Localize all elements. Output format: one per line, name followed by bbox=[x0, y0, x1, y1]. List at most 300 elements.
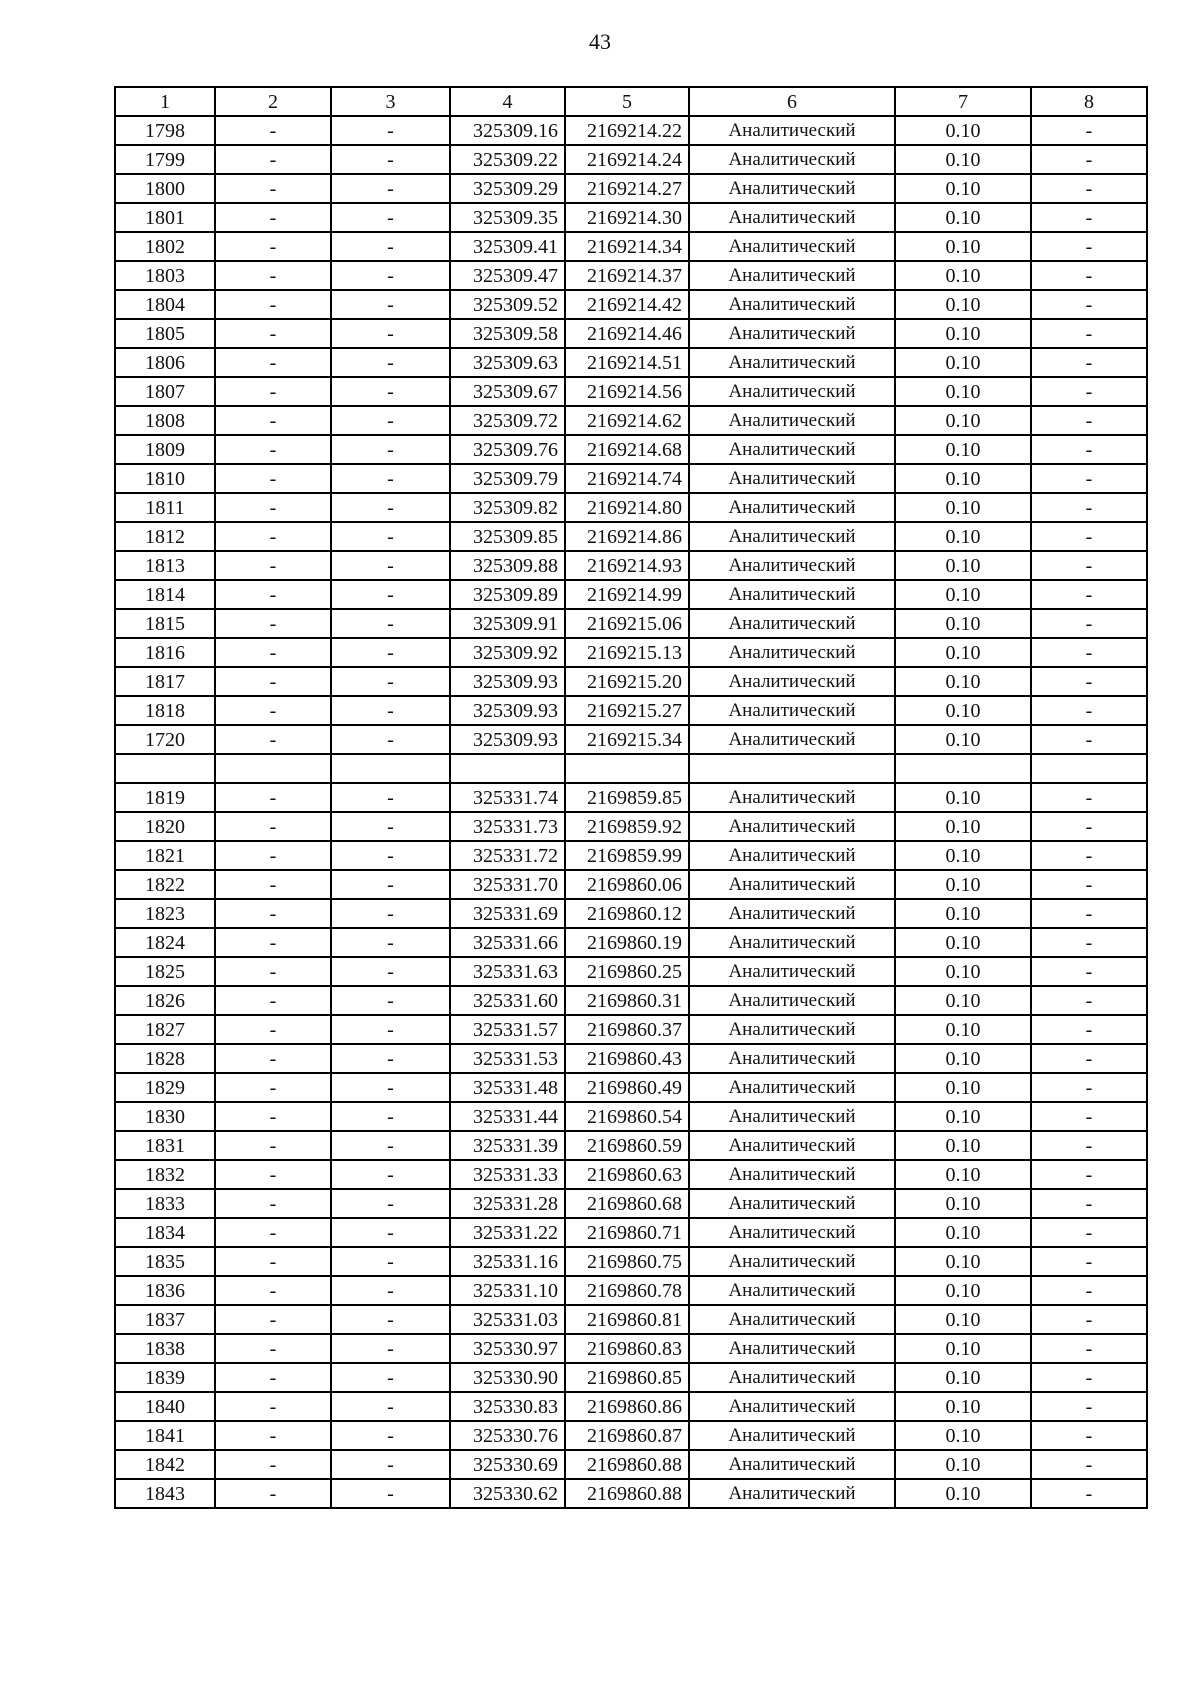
cell-col-3: - bbox=[331, 1044, 450, 1073]
cell-col-3: - bbox=[331, 1131, 450, 1160]
cell-col-3: - bbox=[331, 841, 450, 870]
column-header-4: 4 bbox=[450, 87, 565, 116]
cell-col-8: - bbox=[1031, 1421, 1147, 1450]
cell-accuracy: 0.10 bbox=[895, 551, 1031, 580]
cell-y-coordinate: 2169214.86 bbox=[565, 522, 689, 551]
cell-point-number: 1811 bbox=[115, 493, 215, 522]
cell-col-2: - bbox=[215, 406, 331, 435]
table-row bbox=[115, 1363, 1147, 1392]
cell-point-number: 1810 bbox=[115, 464, 215, 493]
cell-col-3: - bbox=[331, 116, 450, 145]
cell-col-3: - bbox=[331, 203, 450, 232]
cell-y-coordinate: 2169860.78 bbox=[565, 1276, 689, 1305]
cell-col-2: - bbox=[215, 319, 331, 348]
table-row bbox=[115, 261, 1147, 290]
cell-y-coordinate: 2169214.99 bbox=[565, 580, 689, 609]
cell-col-8: - bbox=[1031, 986, 1147, 1015]
cell-point-number: 1815 bbox=[115, 609, 215, 638]
cell-col-3: - bbox=[331, 145, 450, 174]
cell-col-2: - bbox=[215, 261, 331, 290]
cell-col-8: - bbox=[1031, 1102, 1147, 1131]
cell-accuracy: 0.10 bbox=[895, 406, 1031, 435]
cell-y-coordinate: 2169859.99 bbox=[565, 841, 689, 870]
table-row bbox=[115, 928, 1147, 957]
cell-x-coordinate: 325331.10 bbox=[450, 1276, 565, 1305]
cell-point-number: 1818 bbox=[115, 696, 215, 725]
cell-accuracy: 0.10 bbox=[895, 783, 1031, 812]
cell-col-3: - bbox=[331, 1160, 450, 1189]
cell-col-3: - bbox=[331, 638, 450, 667]
cell-y-coordinate: 2169214.56 bbox=[565, 377, 689, 406]
cell-point-number: 1838 bbox=[115, 1334, 215, 1363]
cell-col-8: - bbox=[1031, 435, 1147, 464]
cell-accuracy: 0.10 bbox=[895, 522, 1031, 551]
cell-method: Аналитический bbox=[689, 812, 895, 841]
cell-point-number: 1720 bbox=[115, 725, 215, 754]
cell-point-number: 1833 bbox=[115, 1189, 215, 1218]
table-row bbox=[115, 725, 1147, 754]
cell-accuracy: 0.10 bbox=[895, 493, 1031, 522]
cell-point-number: 1826 bbox=[115, 986, 215, 1015]
cell-x-coordinate: 325309.82 bbox=[450, 493, 565, 522]
cell-col-8: - bbox=[1031, 1044, 1147, 1073]
cell-method: Аналитический bbox=[689, 1479, 895, 1508]
cell-accuracy bbox=[895, 754, 1031, 783]
cell-accuracy: 0.10 bbox=[895, 1479, 1031, 1508]
cell-y-coordinate: 2169214.62 bbox=[565, 406, 689, 435]
cell-accuracy: 0.10 bbox=[895, 1334, 1031, 1363]
cell-x-coordinate: 325331.66 bbox=[450, 928, 565, 957]
cell-col-8: - bbox=[1031, 348, 1147, 377]
cell-y-coordinate: 2169860.88 bbox=[565, 1479, 689, 1508]
cell-x-coordinate: 325331.70 bbox=[450, 870, 565, 899]
cell-x-coordinate: 325309.16 bbox=[450, 116, 565, 145]
cell-accuracy: 0.10 bbox=[895, 812, 1031, 841]
cell-col-8: - bbox=[1031, 1131, 1147, 1160]
cell-point-number: 1835 bbox=[115, 1247, 215, 1276]
cell-col-2: - bbox=[215, 1073, 331, 1102]
cell-method: Аналитический bbox=[689, 1131, 895, 1160]
table-body bbox=[115, 87, 1147, 1508]
cell-col-8: - bbox=[1031, 667, 1147, 696]
cell-y-coordinate: 2169214.30 bbox=[565, 203, 689, 232]
table-row bbox=[115, 1479, 1147, 1508]
cell-y-coordinate: 2169860.25 bbox=[565, 957, 689, 986]
cell-method: Аналитический bbox=[689, 667, 895, 696]
table-row bbox=[115, 667, 1147, 696]
cell-col-2: - bbox=[215, 638, 331, 667]
cell-col-2: - bbox=[215, 232, 331, 261]
cell-y-coordinate: 2169860.75 bbox=[565, 1247, 689, 1276]
table-row bbox=[115, 493, 1147, 522]
cell-x-coordinate: 325309.93 bbox=[450, 667, 565, 696]
column-header-5: 5 bbox=[565, 87, 689, 116]
cell-col-2: - bbox=[215, 580, 331, 609]
cell-col-3: - bbox=[331, 232, 450, 261]
cell-point-number: 1841 bbox=[115, 1421, 215, 1450]
cell-y-coordinate: 2169860.68 bbox=[565, 1189, 689, 1218]
cell-y-coordinate: 2169214.93 bbox=[565, 551, 689, 580]
cell-col-3: - bbox=[331, 261, 450, 290]
cell-col-2: - bbox=[215, 870, 331, 899]
cell-x-coordinate: 325331.60 bbox=[450, 986, 565, 1015]
cell-point-number: 1842 bbox=[115, 1450, 215, 1479]
cell-col-8: - bbox=[1031, 812, 1147, 841]
cell-y-coordinate: 2169860.71 bbox=[565, 1218, 689, 1247]
table-row bbox=[115, 638, 1147, 667]
cell-col-2: - bbox=[215, 1247, 331, 1276]
cell-col-8: - bbox=[1031, 928, 1147, 957]
cell-col-2: - bbox=[215, 551, 331, 580]
cell-col-2: - bbox=[215, 696, 331, 725]
cell-method: Аналитический bbox=[689, 1189, 895, 1218]
cell-col-8: - bbox=[1031, 1276, 1147, 1305]
table-header-row bbox=[115, 87, 1147, 116]
cell-point-number: 1823 bbox=[115, 899, 215, 928]
cell-x-coordinate: 325330.83 bbox=[450, 1392, 565, 1421]
cell-point-number: 1807 bbox=[115, 377, 215, 406]
cell-accuracy: 0.10 bbox=[895, 1189, 1031, 1218]
cell-x-coordinate: 325331.53 bbox=[450, 1044, 565, 1073]
cell-method: Аналитический bbox=[689, 870, 895, 899]
cell-col-3: - bbox=[331, 348, 450, 377]
cell-accuracy: 0.10 bbox=[895, 348, 1031, 377]
cell-col-3: - bbox=[331, 1247, 450, 1276]
cell-col-2: - bbox=[215, 290, 331, 319]
cell-accuracy: 0.10 bbox=[895, 290, 1031, 319]
cell-method: Аналитический bbox=[689, 493, 895, 522]
cell-method: Аналитический bbox=[689, 1218, 895, 1247]
cell-col-2: - bbox=[215, 812, 331, 841]
cell-col-3: - bbox=[331, 1450, 450, 1479]
cell-point-number bbox=[115, 754, 215, 783]
cell-col-2: - bbox=[215, 1334, 331, 1363]
cell-point-number: 1803 bbox=[115, 261, 215, 290]
cell-method: Аналитический bbox=[689, 1450, 895, 1479]
cell-accuracy: 0.10 bbox=[895, 928, 1031, 957]
cell-method: Аналитический bbox=[689, 638, 895, 667]
table-row bbox=[115, 1131, 1147, 1160]
cell-y-coordinate: 2169860.37 bbox=[565, 1015, 689, 1044]
table-row bbox=[115, 812, 1147, 841]
cell-accuracy: 0.10 bbox=[895, 1276, 1031, 1305]
cell-col-2: - bbox=[215, 174, 331, 203]
cell-col-8: - bbox=[1031, 203, 1147, 232]
cell-col-3: - bbox=[331, 725, 450, 754]
cell-x-coordinate: 325309.85 bbox=[450, 522, 565, 551]
table-row bbox=[115, 1044, 1147, 1073]
cell-col-3: - bbox=[331, 1276, 450, 1305]
cell-method: Аналитический bbox=[689, 1392, 895, 1421]
cell-point-number: 1820 bbox=[115, 812, 215, 841]
cell-y-coordinate: 2169214.74 bbox=[565, 464, 689, 493]
table-row bbox=[115, 1334, 1147, 1363]
column-header-7: 7 bbox=[895, 87, 1031, 116]
cell-x-coordinate: 325330.76 bbox=[450, 1421, 565, 1450]
cell-col-8: - bbox=[1031, 1450, 1147, 1479]
table-row bbox=[115, 1073, 1147, 1102]
table-row bbox=[115, 957, 1147, 986]
cell-col-8 bbox=[1031, 754, 1147, 783]
cell-col-8: - bbox=[1031, 232, 1147, 261]
cell-col-2: - bbox=[215, 1363, 331, 1392]
cell-method: Аналитический bbox=[689, 203, 895, 232]
cell-y-coordinate: 2169215.06 bbox=[565, 609, 689, 638]
cell-col-3 bbox=[331, 754, 450, 783]
cell-col-2: - bbox=[215, 899, 331, 928]
cell-accuracy: 0.10 bbox=[895, 638, 1031, 667]
table-row bbox=[115, 1276, 1147, 1305]
cell-col-3: - bbox=[331, 899, 450, 928]
cell-accuracy: 0.10 bbox=[895, 1073, 1031, 1102]
cell-col-2: - bbox=[215, 986, 331, 1015]
cell-accuracy: 0.10 bbox=[895, 1102, 1031, 1131]
cell-col-8: - bbox=[1031, 841, 1147, 870]
table-row bbox=[115, 377, 1147, 406]
cell-col-2: - bbox=[215, 348, 331, 377]
cell-col-3: - bbox=[331, 667, 450, 696]
cell-col-2 bbox=[215, 754, 331, 783]
cell-accuracy: 0.10 bbox=[895, 1392, 1031, 1421]
cell-y-coordinate: 2169860.43 bbox=[565, 1044, 689, 1073]
cell-x-coordinate: 325309.79 bbox=[450, 464, 565, 493]
cell-y-coordinate: 2169214.34 bbox=[565, 232, 689, 261]
cell-col-3: - bbox=[331, 493, 450, 522]
cell-col-8: - bbox=[1031, 899, 1147, 928]
cell-col-2: - bbox=[215, 1479, 331, 1508]
cell-col-2: - bbox=[215, 435, 331, 464]
cell-x-coordinate: 325309.93 bbox=[450, 725, 565, 754]
cell-method: Аналитический bbox=[689, 290, 895, 319]
cell-col-2: - bbox=[215, 1160, 331, 1189]
cell-col-3: - bbox=[331, 957, 450, 986]
cell-y-coordinate: 2169860.87 bbox=[565, 1421, 689, 1450]
cell-method: Аналитический bbox=[689, 232, 895, 261]
coordinates-table bbox=[114, 86, 1148, 1509]
table-row bbox=[115, 232, 1147, 261]
cell-col-8: - bbox=[1031, 145, 1147, 174]
cell-method bbox=[689, 754, 895, 783]
cell-x-coordinate: 325330.62 bbox=[450, 1479, 565, 1508]
cell-col-8: - bbox=[1031, 261, 1147, 290]
cell-method: Аналитический bbox=[689, 1305, 895, 1334]
table-row bbox=[115, 116, 1147, 145]
cell-point-number: 1832 bbox=[115, 1160, 215, 1189]
cell-y-coordinate: 2169214.42 bbox=[565, 290, 689, 319]
cell-point-number: 1816 bbox=[115, 638, 215, 667]
cell-y-coordinate: 2169860.81 bbox=[565, 1305, 689, 1334]
cell-col-2: - bbox=[215, 116, 331, 145]
table-row bbox=[115, 1102, 1147, 1131]
cell-accuracy: 0.10 bbox=[895, 1015, 1031, 1044]
cell-col-3: - bbox=[331, 1189, 450, 1218]
table-row bbox=[115, 1247, 1147, 1276]
cell-accuracy: 0.10 bbox=[895, 957, 1031, 986]
cell-accuracy: 0.10 bbox=[895, 667, 1031, 696]
cell-col-8: - bbox=[1031, 1218, 1147, 1247]
cell-method: Аналитический bbox=[689, 957, 895, 986]
column-header-6: 6 bbox=[689, 87, 895, 116]
cell-method: Аналитический bbox=[689, 1276, 895, 1305]
column-header-2: 2 bbox=[215, 87, 331, 116]
cell-col-8: - bbox=[1031, 1392, 1147, 1421]
table-row bbox=[115, 1218, 1147, 1247]
cell-point-number: 1805 bbox=[115, 319, 215, 348]
cell-col-8: - bbox=[1031, 174, 1147, 203]
cell-col-8: - bbox=[1031, 638, 1147, 667]
cell-point-number: 1828 bbox=[115, 1044, 215, 1073]
cell-col-2: - bbox=[215, 1305, 331, 1334]
cell-y-coordinate: 2169860.12 bbox=[565, 899, 689, 928]
cell-x-coordinate: 325331.22 bbox=[450, 1218, 565, 1247]
table-row bbox=[115, 696, 1147, 725]
table-row bbox=[115, 551, 1147, 580]
cell-point-number: 1830 bbox=[115, 1102, 215, 1131]
cell-col-3: - bbox=[331, 870, 450, 899]
cell-col-2: - bbox=[215, 522, 331, 551]
cell-accuracy: 0.10 bbox=[895, 435, 1031, 464]
cell-point-number: 1829 bbox=[115, 1073, 215, 1102]
column-header-1: 1 bbox=[115, 87, 215, 116]
cell-col-3: - bbox=[331, 1392, 450, 1421]
cell-point-number: 1825 bbox=[115, 957, 215, 986]
cell-y-coordinate: 2169860.85 bbox=[565, 1363, 689, 1392]
cell-y-coordinate: 2169860.49 bbox=[565, 1073, 689, 1102]
cell-col-3: - bbox=[331, 986, 450, 1015]
cell-col-8: - bbox=[1031, 1334, 1147, 1363]
cell-method: Аналитический bbox=[689, 725, 895, 754]
cell-accuracy: 0.10 bbox=[895, 1363, 1031, 1392]
cell-point-number: 1814 bbox=[115, 580, 215, 609]
cell-col-8: - bbox=[1031, 580, 1147, 609]
table-row bbox=[115, 783, 1147, 812]
cell-accuracy: 0.10 bbox=[895, 1131, 1031, 1160]
cell-accuracy: 0.10 bbox=[895, 261, 1031, 290]
cell-col-3: - bbox=[331, 1102, 450, 1131]
cell-col-3: - bbox=[331, 435, 450, 464]
cell-x-coordinate: 325331.39 bbox=[450, 1131, 565, 1160]
cell-col-2: - bbox=[215, 609, 331, 638]
cell-point-number: 1798 bbox=[115, 116, 215, 145]
cell-method: Аналитический bbox=[689, 928, 895, 957]
cell-point-number: 1834 bbox=[115, 1218, 215, 1247]
table-row bbox=[115, 841, 1147, 870]
cell-col-2: - bbox=[215, 957, 331, 986]
cell-col-2: - bbox=[215, 841, 331, 870]
cell-col-2: - bbox=[215, 493, 331, 522]
cell-accuracy: 0.10 bbox=[895, 841, 1031, 870]
cell-x-coordinate: 325309.29 bbox=[450, 174, 565, 203]
cell-col-2: - bbox=[215, 1189, 331, 1218]
cell-point-number: 1804 bbox=[115, 290, 215, 319]
cell-y-coordinate: 2169214.27 bbox=[565, 174, 689, 203]
cell-col-2: - bbox=[215, 377, 331, 406]
cell-x-coordinate: 325330.97 bbox=[450, 1334, 565, 1363]
cell-accuracy: 0.10 bbox=[895, 1247, 1031, 1276]
cell-col-8: - bbox=[1031, 551, 1147, 580]
table-row bbox=[115, 406, 1147, 435]
cell-point-number: 1802 bbox=[115, 232, 215, 261]
cell-y-coordinate: 2169214.22 bbox=[565, 116, 689, 145]
cell-x-coordinate: 325331.63 bbox=[450, 957, 565, 986]
cell-point-number: 1819 bbox=[115, 783, 215, 812]
cell-x-coordinate: 325330.69 bbox=[450, 1450, 565, 1479]
cell-x-coordinate: 325309.35 bbox=[450, 203, 565, 232]
cell-col-2: - bbox=[215, 667, 331, 696]
cell-accuracy: 0.10 bbox=[895, 1160, 1031, 1189]
cell-point-number: 1843 bbox=[115, 1479, 215, 1508]
cell-y-coordinate: 2169860.63 bbox=[565, 1160, 689, 1189]
cell-x-coordinate: 325309.67 bbox=[450, 377, 565, 406]
table-row bbox=[115, 986, 1147, 1015]
cell-col-2: - bbox=[215, 1044, 331, 1073]
cell-method: Аналитический bbox=[689, 1421, 895, 1450]
table-row bbox=[115, 754, 1147, 783]
cell-col-8: - bbox=[1031, 1015, 1147, 1044]
cell-col-8: - bbox=[1031, 377, 1147, 406]
cell-y-coordinate: 2169860.19 bbox=[565, 928, 689, 957]
cell-y-coordinate: 2169214.51 bbox=[565, 348, 689, 377]
cell-method: Аналитический bbox=[689, 841, 895, 870]
cell-col-8: - bbox=[1031, 870, 1147, 899]
cell-col-8: - bbox=[1031, 1305, 1147, 1334]
cell-point-number: 1808 bbox=[115, 406, 215, 435]
cell-col-2: - bbox=[215, 464, 331, 493]
cell-x-coordinate: 325309.88 bbox=[450, 551, 565, 580]
cell-col-3: - bbox=[331, 580, 450, 609]
cell-col-8: - bbox=[1031, 1160, 1147, 1189]
table-row bbox=[115, 1015, 1147, 1044]
cell-point-number: 1801 bbox=[115, 203, 215, 232]
table-row bbox=[115, 290, 1147, 319]
cell-x-coordinate: 325309.47 bbox=[450, 261, 565, 290]
table-row bbox=[115, 522, 1147, 551]
cell-x-coordinate: 325331.72 bbox=[450, 841, 565, 870]
cell-col-3: - bbox=[331, 1334, 450, 1363]
cell-y-coordinate: 2169215.20 bbox=[565, 667, 689, 696]
cell-accuracy: 0.10 bbox=[895, 377, 1031, 406]
cell-col-8: - bbox=[1031, 1247, 1147, 1276]
cell-x-coordinate: 325309.72 bbox=[450, 406, 565, 435]
cell-col-2: - bbox=[215, 725, 331, 754]
cell-col-8: - bbox=[1031, 609, 1147, 638]
cell-col-2: - bbox=[215, 145, 331, 174]
table-row bbox=[115, 1160, 1147, 1189]
cell-method: Аналитический bbox=[689, 696, 895, 725]
cell-y-coordinate: 2169215.13 bbox=[565, 638, 689, 667]
cell-y-coordinate: 2169214.46 bbox=[565, 319, 689, 348]
cell-col-3: - bbox=[331, 406, 450, 435]
cell-col-8: - bbox=[1031, 1479, 1147, 1508]
cell-col-2: - bbox=[215, 1015, 331, 1044]
cell-col-2: - bbox=[215, 783, 331, 812]
cell-x-coordinate: 325309.76 bbox=[450, 435, 565, 464]
cell-col-2: - bbox=[215, 1392, 331, 1421]
cell-y-coordinate: 2169860.59 bbox=[565, 1131, 689, 1160]
cell-point-number: 1839 bbox=[115, 1363, 215, 1392]
cell-col-3: - bbox=[331, 1421, 450, 1450]
cell-point-number: 1821 bbox=[115, 841, 215, 870]
cell-point-number: 1822 bbox=[115, 870, 215, 899]
cell-col-8: - bbox=[1031, 116, 1147, 145]
cell-x-coordinate: 325309.89 bbox=[450, 580, 565, 609]
cell-col-8: - bbox=[1031, 1073, 1147, 1102]
cell-method: Аналитический bbox=[689, 406, 895, 435]
cell-accuracy: 0.10 bbox=[895, 986, 1031, 1015]
cell-col-3: - bbox=[331, 290, 450, 319]
table-row bbox=[115, 174, 1147, 203]
table-row bbox=[115, 1450, 1147, 1479]
